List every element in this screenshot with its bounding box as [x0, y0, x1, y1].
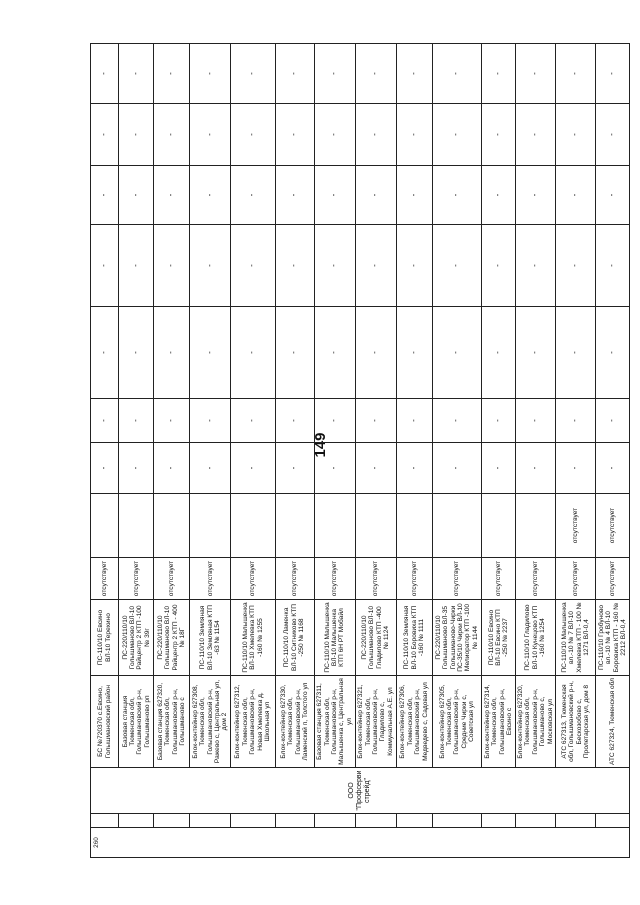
blank-cell [231, 814, 275, 828]
dash-cell: - [396, 166, 432, 225]
dash-cell: - [355, 443, 396, 494]
table-row [91, 44, 119, 858]
dash-cell: - [190, 166, 231, 225]
dash-cell: - [355, 166, 396, 225]
address-cell: Блок-контейнер 627308, Тюменская обл, Голышмановский р-н, Ражево с, Центральная ул, дом 2 [190, 676, 231, 768]
dash-cell: - [275, 399, 314, 443]
dash-cell: - [119, 166, 154, 225]
status-cell: отсутствует [515, 558, 555, 600]
address-cell: Блок-контейнер 627305, Тюменская обл, Голышмановский р-н, Средние Чирки с, Советская ул [432, 676, 482, 768]
blank-cell [355, 814, 396, 828]
table-row [596, 44, 630, 858]
dash-cell: - [119, 44, 154, 104]
dash-cell: - [556, 166, 596, 225]
blank-cell [515, 814, 555, 828]
power-source-cell: ПС-110/10 Евсино ВЛ-10 Евсино КТП -250 № 2237 [482, 600, 516, 676]
table-row [432, 44, 482, 858]
status-cell-2 [231, 494, 275, 558]
dash-cell: - [482, 104, 516, 166]
dash-cell: - [596, 44, 630, 104]
dash-cell: - [396, 307, 432, 399]
dash-cell: - [91, 225, 119, 307]
dash-cell: - [91, 44, 119, 104]
address-cell: Блок-контейнер 627314, Тюменская обл, Голышмановский р-н, Евсино с [482, 676, 516, 768]
dash-cell: - [432, 104, 482, 166]
dash-cell: - [515, 104, 555, 166]
blank-cell [154, 814, 190, 828]
status-cell-2 [355, 494, 396, 558]
dash-cell: - [275, 443, 314, 494]
dash-cell: - [556, 307, 596, 399]
dash-cell: - [355, 307, 396, 399]
power-source-cell: ПС-110/10 Гладилово ВЛ-10 Кунецово КТП -160 № 1254 [515, 600, 555, 676]
dash-cell: - [231, 44, 275, 104]
dash-cell: - [396, 44, 432, 104]
status-cell: отсутствует [482, 558, 516, 600]
dash-cell: - [482, 307, 516, 399]
address-cell: Базовая станция 627320, Тюменская обл, Голышмановский р-н, Голышманово с [154, 676, 190, 768]
dash-cell: - [432, 443, 482, 494]
status-cell-2 [396, 494, 432, 558]
blank-cell [91, 814, 119, 828]
blank-cell [596, 814, 630, 828]
dash-cell: - [482, 399, 516, 443]
dash-cell: - [396, 104, 432, 166]
status-cell-2 [91, 494, 119, 558]
status-cell-2 [275, 494, 314, 558]
power-source-cell: ПС-110/10 Ламенка ВЛ-10 Ситниково КТП -250 № 1168 [275, 600, 314, 676]
address-cell: Блок-контейнер 627312, Тюменская обл, Голышмановский р-н, Новая Хмелевка д, Школьная ул [231, 676, 275, 768]
dash-cell: - [231, 104, 275, 166]
dash-cell: - [190, 104, 231, 166]
table-row [119, 44, 154, 858]
dash-cell: - [275, 104, 314, 166]
dash-cell: - [314, 44, 355, 104]
power-source-cell: ПС-110/10 Евсино ВЛ-10 Терехино [91, 600, 119, 676]
address-cell: Блок-контейнер 627306, Тюменская обл, Голышмановский р-н, Медведево с, Садовая ул [396, 676, 432, 768]
dash-cell: - [515, 166, 555, 225]
dash-cell: - [119, 104, 154, 166]
table-row [482, 44, 516, 858]
address-cell: АТС 627324, Тюменская обл [596, 676, 630, 768]
dash-cell: - [275, 166, 314, 225]
dash-cell: - [556, 443, 596, 494]
dash-cell: - [119, 225, 154, 307]
power-source-cell: ПС-220/110/10 Голышманово ВЛ-35 Голышманово-Чирки ПС-35/10 Чирки ВЛ-10 Мелиоратор КТП -100 № 1144 [432, 600, 482, 676]
dash-cell: - [314, 307, 355, 399]
dash-cell: - [154, 44, 190, 104]
address-cell: Блок-контейнер 627320, Тюменская обл, Голышмановский р-н, Голышманово с, Московская ул [515, 676, 555, 768]
dash-cell: - [515, 399, 555, 443]
table-row [396, 44, 432, 858]
dash-cell: - [596, 399, 630, 443]
dash-cell: - [515, 225, 555, 307]
power-source-cell: ПС-110/10 Малышенка ВЛ-10 Малышенка КТП 6Н РТ Мобайл [314, 600, 355, 676]
dash-cell: - [154, 307, 190, 399]
dash-cell: - [515, 443, 555, 494]
dash-cell: - [432, 44, 482, 104]
dash-cell: - [396, 225, 432, 307]
power-source-cell: ПС-110/10 Земляная ВЛ-10 Земляная КТП -63 № 1154 [190, 600, 231, 676]
blank-cell [190, 814, 231, 828]
status-cell-2 [314, 494, 355, 558]
dash-cell: - [231, 399, 275, 443]
dash-cell: - [314, 443, 355, 494]
dash-cell: - [355, 104, 396, 166]
dash-cell: - [275, 307, 314, 399]
dash-cell: - [119, 307, 154, 399]
dash-cell: - [231, 443, 275, 494]
dash-cell: - [91, 104, 119, 166]
dash-cell: - [91, 307, 119, 399]
status-cell-2 [119, 494, 154, 558]
status-cell: отсутствует [154, 558, 190, 600]
dash-cell: - [596, 104, 630, 166]
status-cell: отсутствует [91, 558, 119, 600]
address-cell: Блок-контейнер 627321, Тюменская обл, Голышмановский р-н, Гладилово с, Коммунальная А.Е. ул [355, 676, 396, 768]
dash-cell: - [432, 166, 482, 225]
status-cell: отсутствует [355, 558, 396, 600]
dash-cell: - [596, 443, 630, 494]
status-cell-2 [482, 494, 516, 558]
row-number-cell: 260 [91, 828, 630, 858]
blank-cell [119, 814, 154, 828]
status-cell: отсутствует [190, 558, 231, 600]
table-row [556, 44, 596, 858]
power-source-cell: ПС-220/110/10 Голышманово ВЛ-10 Райцентр 2 КТП - 400 № 18Г [154, 600, 190, 676]
dash-cell: - [314, 104, 355, 166]
dash-cell: - [355, 225, 396, 307]
dash-cell: - [91, 166, 119, 225]
table-body [91, 44, 630, 858]
blank-cell [396, 814, 432, 828]
table-row [314, 44, 355, 858]
status-cell: отсутствует [231, 558, 275, 600]
company-name-cell: ООО "Профсервистрейд" [91, 768, 630, 814]
dash-cell: - [154, 225, 190, 307]
status-cell-2 [432, 494, 482, 558]
dash-cell: - [154, 166, 190, 225]
address-cell: Блок-контейнер 627330, Тюменская обл, Голышмановский р-н, Ламенский п, Толстого ул [275, 676, 314, 768]
dash-cell: - [432, 307, 482, 399]
dash-cell: - [432, 225, 482, 307]
blank-cell [482, 814, 516, 828]
dash-cell: - [119, 399, 154, 443]
dash-cell: - [482, 443, 516, 494]
table-row [275, 44, 314, 858]
status-cell-2 [515, 494, 555, 558]
blank-cell [556, 814, 596, 828]
dash-cell: - [482, 166, 516, 225]
address-cell: Базовая станция Тюменская обл, Голышмановский р-н, Голышманово рп [119, 676, 154, 768]
dash-cell: - [556, 225, 596, 307]
page-number: 149 [311, 432, 329, 458]
table-row [154, 44, 190, 858]
dash-cell: - [154, 399, 190, 443]
dash-cell: - [190, 307, 231, 399]
dash-cell: - [556, 399, 596, 443]
dash-cell: - [432, 399, 482, 443]
dash-cell: - [355, 44, 396, 104]
status-cell: отсутствует [396, 558, 432, 600]
status-cell: отсутствует [432, 558, 482, 600]
blank-cell [314, 814, 355, 828]
dash-cell: - [314, 399, 355, 443]
status-cell: отсутствует [275, 558, 314, 600]
table-row [231, 44, 275, 858]
power-source-cell: ПС-110/10 Малышенка вл.-10 № 7 ВЛ-10 Хмелевка КТП - 100 № 1271 ВЛ-0,4 [556, 600, 596, 676]
power-supply-table [90, 43, 630, 858]
status-cell-2 [154, 494, 190, 558]
dash-cell: - [190, 44, 231, 104]
dash-cell: - [396, 443, 432, 494]
blank-cell [432, 814, 482, 828]
dash-cell: - [154, 104, 190, 166]
dash-cell: - [556, 44, 596, 104]
dash-cell: - [355, 399, 396, 443]
dash-cell: - [515, 307, 555, 399]
status-cell: отсутствует [596, 558, 630, 600]
power-source-cell: ПС-220/110/10 Голышманово ВЛ-10 Райцентр 2 КТП -100 № 39г [119, 600, 154, 676]
dash-cell: - [314, 225, 355, 307]
dash-cell: - [596, 225, 630, 307]
dash-cell: - [515, 44, 555, 104]
table-row [190, 44, 231, 858]
dash-cell: - [275, 225, 314, 307]
status-cell-2: отсутствует [596, 494, 630, 558]
dash-cell: - [154, 443, 190, 494]
dash-cell: - [231, 166, 275, 225]
dash-cell: - [231, 225, 275, 307]
power-source-cell: ПС-110/10 Малышенка ВЛ-10 Хмелевка КТП -160 № 1255 [231, 600, 275, 676]
power-source-cell: ПС-110/10 Земляная ВЛ-10 Боровиха КТП -160 № 1111 [396, 600, 432, 676]
dash-cell: - [396, 399, 432, 443]
dash-cell: - [275, 44, 314, 104]
status-cell-2 [190, 494, 231, 558]
dash-cell: - [231, 307, 275, 399]
dash-cell: - [482, 44, 516, 104]
dash-cell: - [190, 225, 231, 307]
dash-cell: - [91, 399, 119, 443]
dash-cell: - [596, 307, 630, 399]
dash-cell: - [190, 399, 231, 443]
status-cell: отсутствует [556, 558, 596, 600]
table-row [355, 44, 396, 858]
power-source-cell: ПС-110/10 Гробуново вл.-10 № 4 ВЛ-10 Боровиха КТП - 160 № 2212 ВЛ-0,4 [596, 600, 630, 676]
dash-cell: - [119, 443, 154, 494]
address-cell: БС №720370 с.Евсино, Голышмановский район [91, 676, 119, 768]
status-cell: отсутствует [314, 558, 355, 600]
address-cell: Базовая станция 627311, Тюменская обл, Голышмановский р-н, Малышенка с, Центральная ул [314, 676, 355, 768]
dash-cell: - [190, 443, 231, 494]
power-source-cell: ПС-220/110/10 Голышманово ВЛ-10 Гладилово КТП -400 № 1124 [355, 600, 396, 676]
status-cell-2: отсутствует [556, 494, 596, 558]
status-cell: отсутствует [119, 558, 154, 600]
dash-cell: - [314, 166, 355, 225]
table-row [515, 44, 555, 858]
dash-cell: - [596, 166, 630, 225]
address-cell: АТС 627313, Тюменская обл, Голышмановский р-н, Бескозобово с, Пролетарская ул, дом 8 [556, 676, 596, 768]
rotated-table [90, 44, 630, 858]
dash-cell: - [556, 104, 596, 166]
dash-cell: - [482, 225, 516, 307]
dash-cell: - [91, 443, 119, 494]
blank-cell [275, 814, 314, 828]
